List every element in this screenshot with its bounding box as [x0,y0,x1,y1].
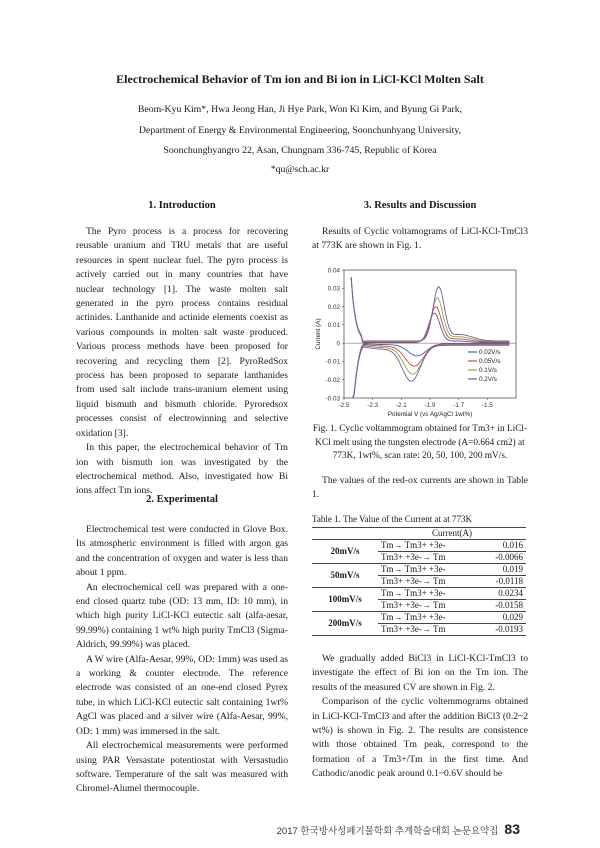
y-tick-label: -0.03 [325,395,340,403]
current-value-cell: -0.0118 [480,576,526,588]
legend-label: 0.02V/s [479,349,501,357]
table-row [312,564,526,576]
exp-paragraph-2: An electrochemical cell was prepared with a one-end closed quartz tube (OD: 13 mm, ID: 10 mm), in which high purity LiCl-KCl eutectic salt (alfa-aesar, 99.99%) containing 1 wt% high purity TmCl3 (Sigma-Aldrich, 99.99%) was placed. [76,581,288,651]
current-value-cell: 0.0234 [480,588,526,600]
exp-paragraph-4: All electrochemical measurements were performed using PAR Versastate potentiostat with Versastudio software. Temperature of the salt was measured with Chromel-Alumel thermocouple. [76,740,288,795]
paper-title: Electrochemical Behavior of Tm ion and Bi ion in LiCl-KCl Molten Salt [116,72,484,86]
reaction-cell: Tm3+ +3e-→ Tm [378,576,480,588]
affiliation: Department of Energy & Environmental Engineering, Soonchunhyang University, [138,125,462,136]
reaction-cell: Tm3+ +3e-→ Tm [378,600,480,612]
reaction-cell: Tm→ Tm3+ +3e- [378,564,480,576]
intro-heading: 1. Introduction [148,200,216,211]
current-value-cell: 0.016 [480,540,526,552]
results-paragraph-1: Results of Cyclic voltamograms of LiCl-KCl-TmCl3 at 773K are shown in Fig. 1. [312,226,528,252]
y-tick-label: 0.01 [327,322,340,330]
experimental-body [76,523,288,797]
current-table [312,527,526,636]
page-number: 83 [504,821,520,837]
scan-rate-cell: 50mV/s [312,564,378,588]
intro-paragraph-1: The Pyro process is a process for recovering reusable uranium and TRU metals that are useful resources in spent nuclear fuel. The pyro process is actively carried out in many countries that have nuclear technology [1]. The waste molten salt generated in the pyro process contains residual actinides. Lanthanide and actinide elements coexist as various compounds in molten salt waste produced. Various process methods have been proposed for recovering and recycling them [2]. PyroRedSox process has been proposed to separate lanthanides from used salt include trans-uranium element using liquid bismuth and bismuth chloride. Pyroredsox processes consist of electrowinning and selective oxidation [3]. [76,226,288,439]
results-paragraph-3: We gradually added BiCl3 in LiCl-KCl-TmCl3 to investigate the effect of Bi ion on the Tm ion. The results of the measured CV are shown in Fig. 2. [312,653,528,693]
y-axis-label: Current (A) [315,318,322,350]
results-paragraph-2: The values of the red-ox currents are shown in Table 1. [312,475,528,501]
author-list: Beom-Kyu Kim*, Hwa Jeong Han, Ji Hye Park, Won Ki Kim, and Byung Gi Park, [137,104,463,115]
y-tick-label: -0.02 [325,377,340,385]
current-value-cell: -0.0066 [480,552,526,564]
current-value-cell: -0.0158 [480,600,526,612]
x-tick-label: -1.5 [481,402,493,409]
y-tick-label: 0.02 [327,303,340,311]
scan-rate-cell: 200mV/s [312,612,378,636]
x-axis-label: Potential V (vs Ag/AgCl 1wt%) [387,411,473,418]
y-tick-label: -0.01 [325,358,340,366]
y-tick-label: 0.04 [327,267,340,275]
x-tick-label: -1.9 [424,402,436,409]
journal-name: 2017 한국방사성폐기물학회 추계학술대회 논문요약집 [276,826,499,837]
table-1-caption: Table 1. The Value of the Current at at 773K [312,514,472,524]
x-tick-label: -2.1 [395,402,407,409]
reaction-cell: Tm3+ +3e-→ Tm [378,624,480,636]
table-row [312,612,526,624]
results-heading: 3. Results and Discussion [363,200,477,211]
reaction-cell: Tm→ Tm3+ +3e- [378,540,480,552]
x-tick-label: -2.5 [338,402,350,409]
figure-1-caption: Fig. 1. Cyclic voltammogram obtained for Tm3+ in LiCl-KCl melt using the tungsten electrode (A=0.664 cm2) at 773K, 1wt%, scan rate: 20, 50, 100, 200 mV/s. [312,424,528,461]
table-header-row [312,528,526,540]
intro-paragraph-2: In this paper, the electrochemical behavior of Tm ion with bismuth ion was investigated by the electrochemical method. Also, investigated how Bi ions affect Tm ions. [76,442,288,497]
address: Soonchunghyangro 22, Asan, Chungnam 336-745, Republic of Korea [163,145,437,156]
exp-paragraph-1: Electrochemical test were conducted in Glove Box. Its atmospheric environment is filled with argon gas and the concentration of oxygen and water is less than about 1 ppm. [76,524,288,579]
exp-paragraph-3: A W wire (Alfa-Aesar, 99%, OD: 1mm) was used as a working & counter electrode. The reference electrode was consisted of an one-end closed Pyrex tube, in which LiCl-KCl eutectic salt containing 1wt% AgCl was placed and a silver wire (Alfa-Aesar, 99%, OD: 1 mm) was immersed in the salt. [76,653,288,737]
current-value-cell: 0.029 [480,612,526,624]
scan-rate-cell: 100mV/s [312,588,378,612]
legend-label: 0.1V/s [479,367,497,375]
experimental-heading: 2. Experimental [146,494,218,505]
y-tick-label: 0.03 [327,285,340,293]
results-body [312,652,528,782]
legend-label: 0.2V/s [479,376,497,384]
page-footer [277,821,520,837]
table-row [312,540,526,552]
current-value-cell: 0.019 [480,564,526,576]
reaction-cell: Tm→ Tm3+ +3e- [378,612,480,624]
x-tick-label: -1.7 [453,402,465,409]
legend-label: 0.05V/s [479,358,501,366]
results-paragraph-4: Comparison of the cyclic voltemmograms obtained in LiCl-KCl-TmCl3 and after the addition BiCl3 (0.2~2 wt%) is shown in Fig. 2. The results are consistence with those obtained Tm peak, correspond to the formation of a Tm3+/Tm in the first time. And Cathodic/anodic peak around 0.1~0.6V should be [312,696,528,780]
current-value-cell: -0.0193 [480,624,526,636]
email: *qu@sch.ac.kr [270,164,330,175]
reaction-cell: Tm→ Tm3+ +3e- [378,588,480,600]
reaction-cell: Tm3+ +3e-→ Tm [378,552,480,564]
table-row [312,588,526,600]
intro-body [76,225,288,499]
y-tick-label: 0 [336,340,340,348]
scan-rate-cell: 20mV/s [312,540,378,564]
table-header: Current(A) [378,528,526,540]
x-tick-label: -2.3 [367,402,379,409]
cv-chart [310,262,530,422]
